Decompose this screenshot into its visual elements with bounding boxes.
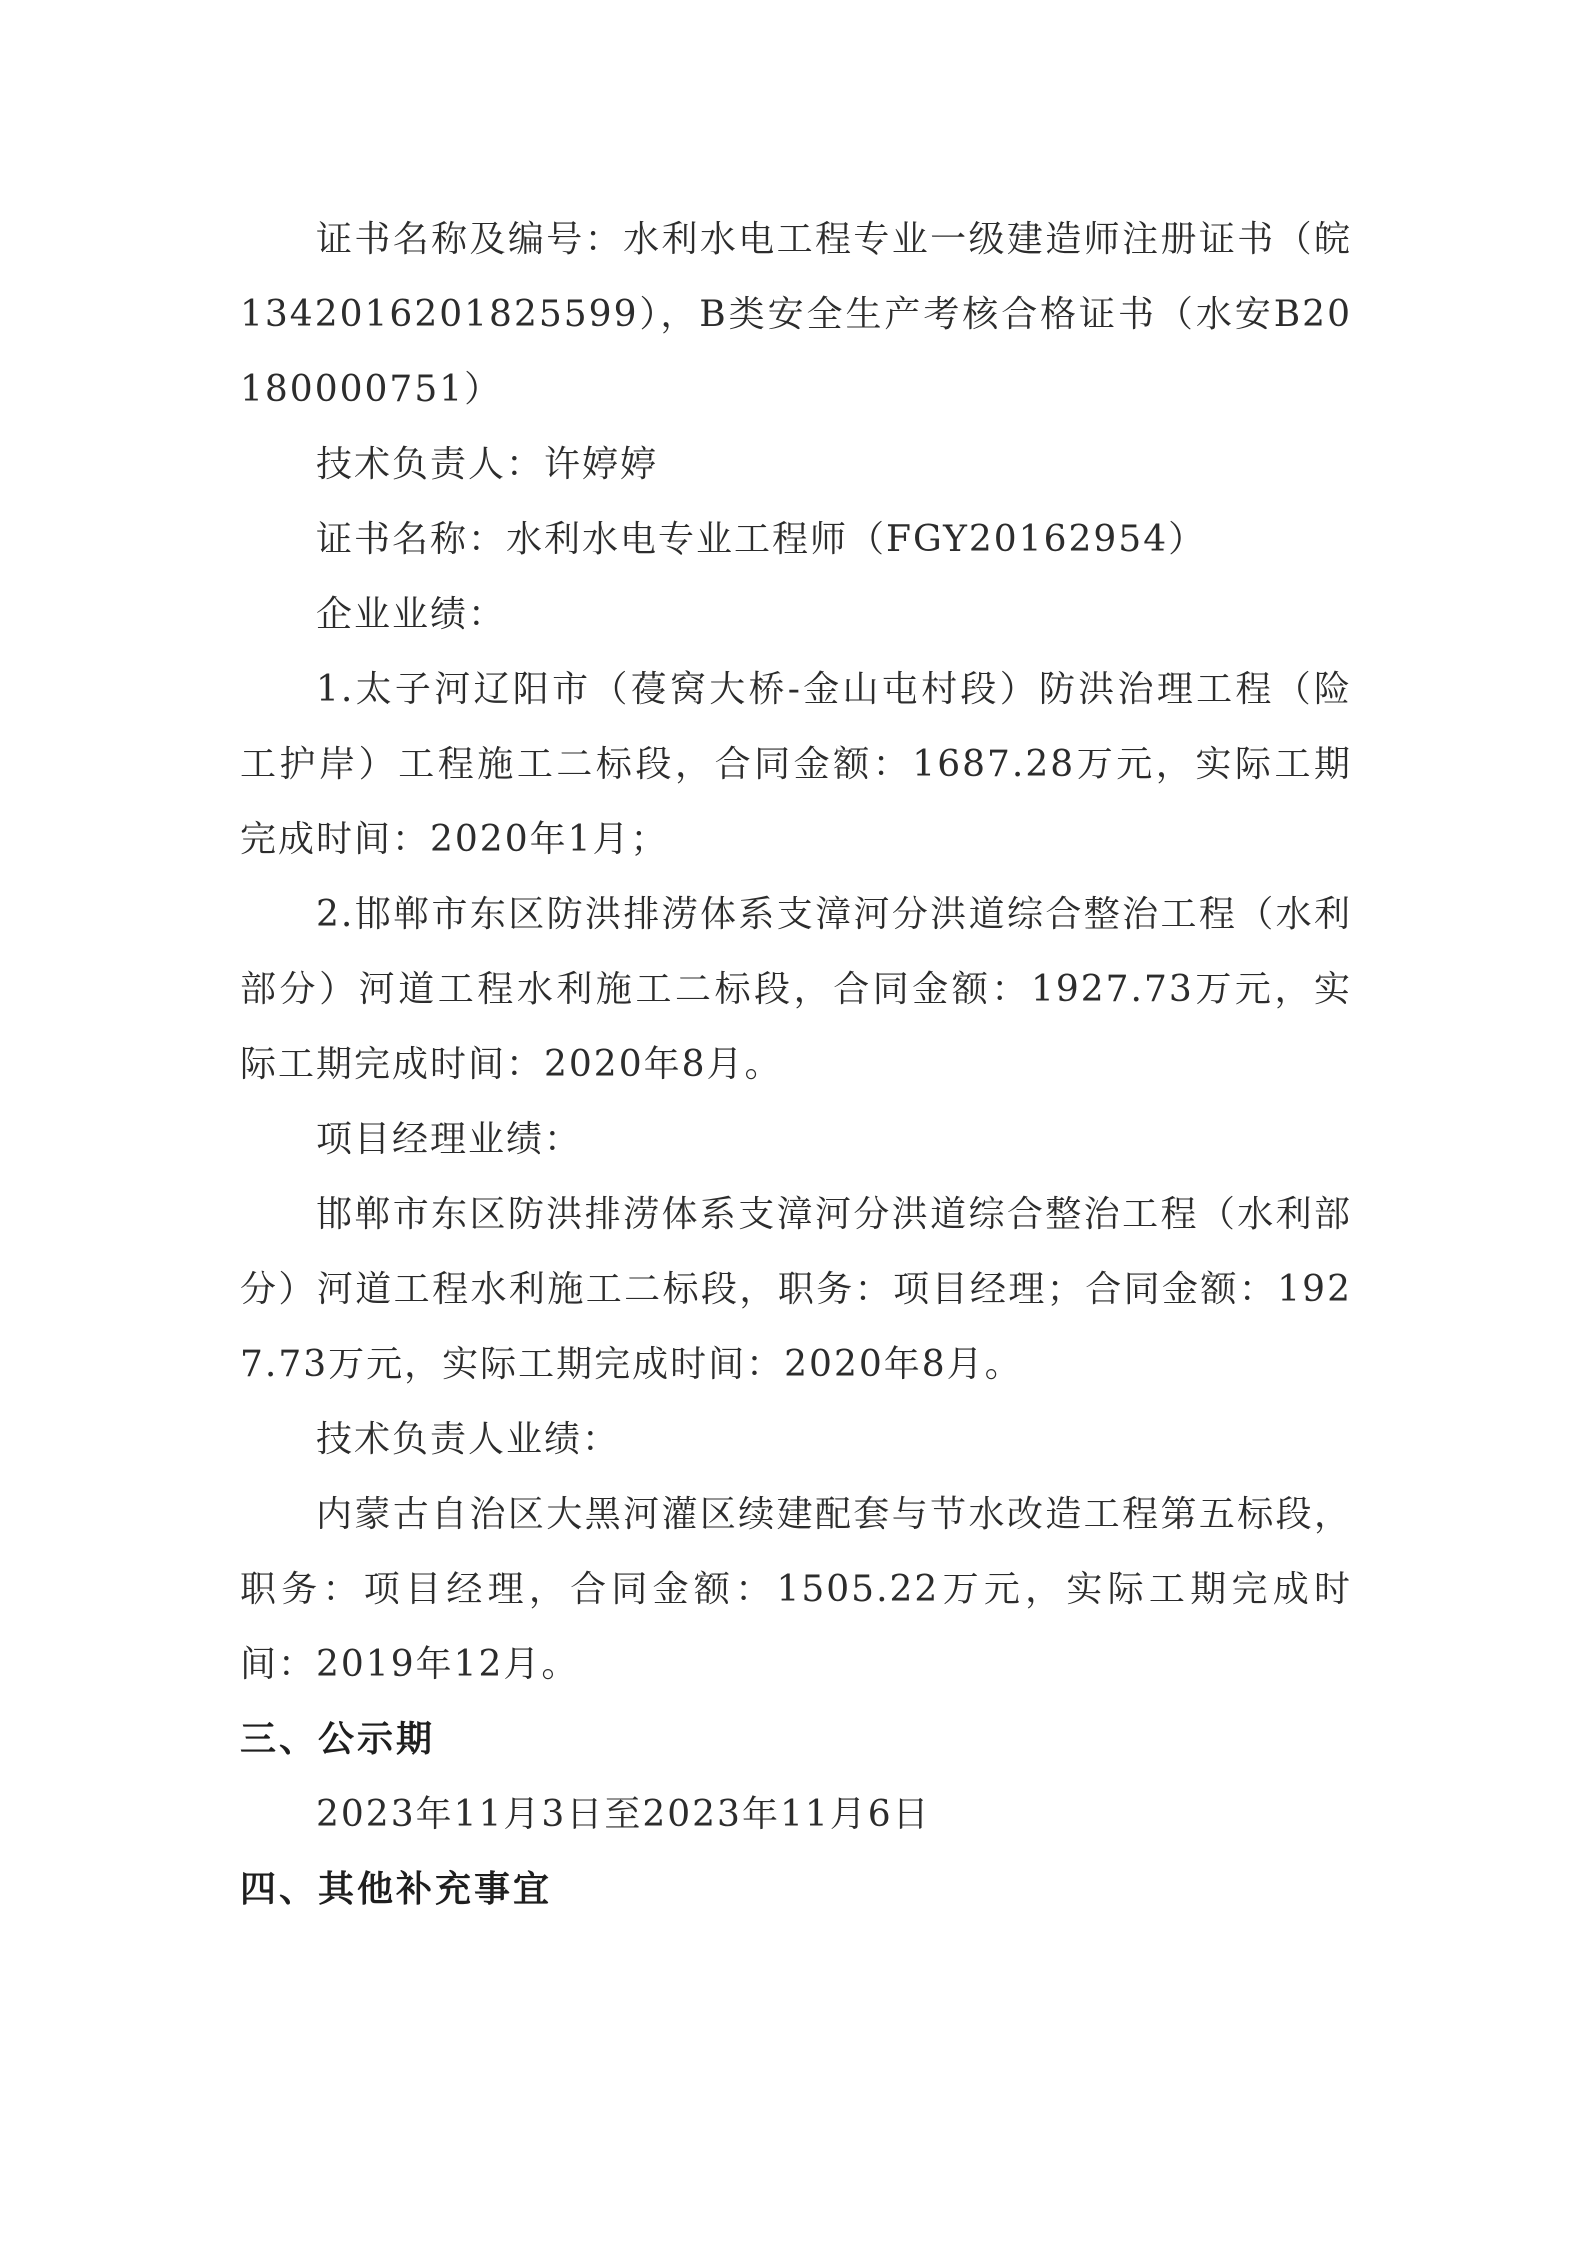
technical-lead-performance-item: 内蒙古自治区大黑河灌区续建配套与节水改造工程第五标段，职务：项目经理，合同金额：1505.22万元，实际工期完成时间：2019年12月。 xyxy=(240,1494,1352,1685)
technical-lead-certificate-paragraph: 证书名称：水利水电专业工程师（FGY20162954） xyxy=(316,519,1207,560)
publicity-period-dates: 2023年11月3日至2023年11月6日 xyxy=(316,1794,931,1835)
technical-lead-paragraph: 技术负责人：许婷婷 xyxy=(316,444,659,485)
document-body xyxy=(240,202,1352,1927)
section-heading-other-matters: 四、其他补充事宜 xyxy=(240,1869,553,1910)
section-heading-publicity-period: 三、公示期 xyxy=(240,1719,436,1760)
project-manager-performance-label: 项目经理业绩： xyxy=(316,1119,583,1160)
company-performance-item-1: 1.太子河辽阳市（葠窝大桥-金山屯村段）防洪治理工程（险工护岸）工程施工二标段，合同金额：1687.28万元，实际工期完成时间：2020年1月； xyxy=(240,669,1352,860)
company-performance-label: 企业业绩： xyxy=(316,594,507,635)
certificate-info-paragraph: 证书名称及编号：水利水电工程专业一级建造师注册证书（皖1342016201825599），B类安全生产考核合格证书（水安B20180000751） xyxy=(240,219,1352,410)
company-performance-item-2: 2.邯郸市东区防洪排涝体系支漳河分洪道综合整治工程（水利部分）河道工程水利施工二标段，合同金额：1927.73万元，实际工期完成时间：2020年8月。 xyxy=(240,894,1352,1085)
technical-lead-performance-label: 技术负责人业绩： xyxy=(316,1419,621,1460)
project-manager-performance-item: 邯郸市东区防洪排涝体系支漳河分洪道综合整治工程（水利部分）河道工程水利施工二标段，职务：项目经理；合同金额：1927.73万元，实际工期完成时间：2020年8月。 xyxy=(240,1194,1352,1385)
